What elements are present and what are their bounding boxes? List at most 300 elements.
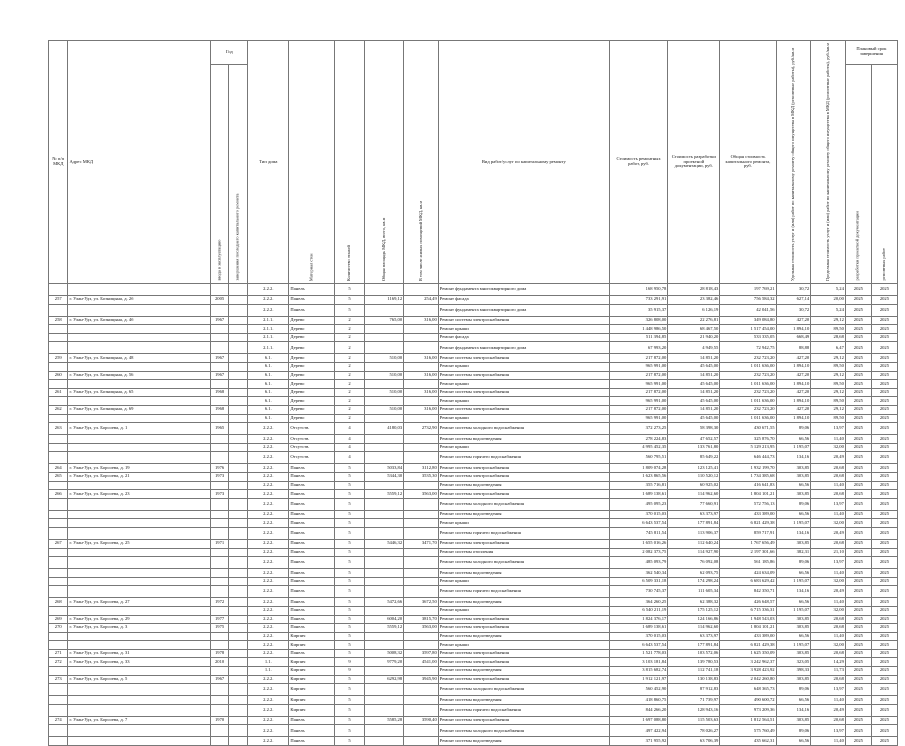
- cell-row-number: 270: [49, 624, 68, 633]
- cell-total-area: [365, 569, 404, 578]
- cell-design-cost: 45 645,00: [668, 397, 720, 406]
- cell-year-repair: [228, 284, 248, 296]
- cell-work-cost: 511 394,85: [609, 333, 667, 342]
- cell-year-repair: [228, 333, 248, 342]
- cell-work-type: Ремонт крыши: [438, 363, 609, 372]
- cell-row-number: [49, 704, 68, 716]
- cell-total-area: 4180,03: [365, 423, 404, 435]
- cell-work-cost: 733 291,91: [609, 296, 667, 305]
- cell-address: г. Улан-Удэ, ул. Борсоева, д. 7: [68, 716, 211, 725]
- cell-work-cost: 3 815 682,74: [609, 667, 667, 676]
- cell-limit-cost: 20,68: [811, 649, 846, 658]
- cell-limit-cost: 20,68: [811, 472, 846, 481]
- cell-house-type: 2.2.2.: [248, 423, 289, 435]
- table-row: [49, 704, 898, 716]
- header-year-commission: ввода в эксплуатацию: [211, 64, 228, 284]
- cell-year-commission: 1970: [211, 716, 228, 725]
- cell-work-cost: 965 991,00: [609, 414, 667, 423]
- cell-house-type: 2.2.2.: [248, 624, 289, 633]
- cell-work-cost: 1 448 986,50: [609, 325, 667, 334]
- cell-limit-cost: 11,40: [811, 510, 846, 519]
- cell-living-area: 316,00: [404, 371, 439, 380]
- header-total-area: Общая площадь МКД, всего, кв.м: [365, 41, 404, 284]
- cell-row-number: 273: [49, 675, 68, 684]
- cell-unit-cost: 303,85: [776, 675, 811, 684]
- cell-living-area: [404, 586, 439, 598]
- cell-row-number: [49, 435, 68, 444]
- cell-address: г. Улан-Удэ, ул. Борсоева, д. 25: [68, 539, 211, 548]
- cell-house-type: 2.2.2.: [248, 725, 289, 737]
- cell-row-number: [49, 684, 68, 696]
- cell-floors: 2: [334, 406, 364, 415]
- cell-limit-cost: 14,29: [811, 658, 846, 667]
- cell-unit-cost: 303,85: [776, 649, 811, 658]
- cell-deadline-design: 2025: [845, 667, 871, 676]
- cell-design-cost: 76 092,08: [668, 557, 720, 569]
- cell-limit-cost: 20,68: [811, 490, 846, 499]
- cell-address: [68, 284, 211, 296]
- header-deadline-design: разработки проектной документации: [845, 64, 871, 284]
- cell-limit-cost: 20,68: [811, 716, 846, 725]
- cell-total-area: [365, 519, 404, 528]
- cell-work-cost: 844 266,20: [609, 704, 667, 716]
- cell-row-number: 257: [49, 296, 68, 305]
- cell-deadline-repair: 2025: [871, 304, 897, 316]
- cell-house-type: 2.2.2.: [248, 490, 289, 499]
- cell-work-cost: 217 872,00: [609, 354, 667, 363]
- cell-design-cost: 174 298,24: [668, 577, 720, 586]
- cell-unit-cost: 1 195,07: [776, 443, 811, 452]
- cell-year-repair: [228, 569, 248, 578]
- cell-house-type: 2.2.2.: [248, 304, 289, 316]
- cell-house-type: 2.2.2.: [248, 675, 289, 684]
- cell-deadline-repair: 2025: [871, 490, 897, 499]
- cell-deadline-design: 2025: [845, 380, 871, 389]
- cell-wall-material: Кирпич: [289, 667, 334, 676]
- cell-work-cost: 1 689 138,61: [609, 490, 667, 499]
- cell-design-cost: 14 851,20: [668, 406, 720, 415]
- cell-floors: 2: [334, 333, 364, 342]
- cell-living-area: [404, 380, 439, 389]
- cell-year-commission: [211, 527, 228, 539]
- cell-total-cost: 232 723,20: [720, 406, 776, 415]
- cell-row-number: 262: [49, 406, 68, 415]
- cell-total-area: [365, 632, 404, 641]
- header-deadline-repair: ремонтных работ: [871, 64, 897, 284]
- cell-living-area: [404, 696, 439, 705]
- cell-wall-material: Панель: [289, 472, 334, 481]
- cell-unit-cost: 627,14: [776, 296, 811, 305]
- cell-unit-cost: 427,20: [776, 388, 811, 397]
- cell-total-cost: 1 625 350,09: [720, 649, 776, 658]
- cell-row-number: 267: [49, 539, 68, 548]
- cell-row-number: [49, 498, 68, 510]
- cell-design-cost: 6 126,19: [668, 304, 720, 316]
- cell-design-cost: 113 906,37: [668, 527, 720, 539]
- cell-total-area: [365, 452, 404, 464]
- cell-design-cost: 71 739,97: [668, 696, 720, 705]
- cell-address: [68, 342, 211, 354]
- cell-address: [68, 569, 211, 578]
- cell-living-area: [404, 704, 439, 716]
- cell-total-area: [365, 725, 404, 737]
- cell-house-type: 2.2.2.: [248, 527, 289, 539]
- cell-total-area: [365, 557, 404, 569]
- cell-row-number: [49, 510, 68, 519]
- cell-year-commission: [211, 510, 228, 519]
- cell-total-cost: 1 011 636,00: [720, 363, 776, 372]
- cell-row-number: 258: [49, 316, 68, 325]
- cell-row-number: [49, 304, 68, 316]
- cell-house-type: 2.2.2.: [248, 296, 289, 305]
- cell-design-cost: 177 891,84: [668, 519, 720, 528]
- cell-floors: 5: [334, 598, 364, 607]
- cell-year-commission: 1967: [211, 675, 228, 684]
- cell-total-area: [365, 667, 404, 676]
- cell-address: [68, 725, 211, 737]
- cell-year-commission: [211, 641, 228, 650]
- cell-total-cost: 232 723,20: [720, 371, 776, 380]
- cell-floors: 5: [334, 684, 364, 696]
- cell-year-commission: [211, 586, 228, 598]
- cell-year-repair: [228, 397, 248, 406]
- cell-wall-material: Кирпич: [289, 704, 334, 716]
- cell-work-cost: 6 540 211,19: [609, 606, 667, 615]
- cell-limit-cost: 20,49: [811, 452, 846, 464]
- cell-work-cost: 560 452,90: [609, 684, 667, 696]
- header-house-type: Тип дома: [248, 41, 289, 284]
- table-row: [49, 342, 898, 354]
- cell-living-area: 316,00: [404, 388, 439, 397]
- cell-work-type: Ремонт крыши: [438, 414, 609, 423]
- cell-wall-material: Панель: [289, 577, 334, 586]
- cell-limit-cost: 13,97: [811, 557, 846, 569]
- cell-deadline-design: 2025: [845, 423, 871, 435]
- cell-design-cost: 115 503,63: [668, 716, 720, 725]
- cell-total-cost: 575 760,49: [720, 725, 776, 737]
- cell-wall-material: Отсутств.: [289, 435, 334, 444]
- cell-total-area: [365, 704, 404, 716]
- cell-work-type: Ремонт системы водоотведения: [438, 569, 609, 578]
- cell-deadline-design: 2025: [845, 716, 871, 725]
- cell-wall-material: Дерево: [289, 388, 334, 397]
- cell-work-cost: 362 540,34: [609, 569, 667, 578]
- cell-house-type: 6.1.: [248, 406, 289, 415]
- cell-work-type: Ремонт системы электроснабжения: [438, 716, 609, 725]
- cell-row-number: [49, 606, 68, 615]
- cell-total-area: [365, 363, 404, 372]
- cell-row-number: [49, 527, 68, 539]
- cell-deadline-repair: 2025: [871, 452, 897, 464]
- cell-deadline-design: 2025: [845, 649, 871, 658]
- cell-work-type: Ремонт системы электроснабжения: [438, 490, 609, 499]
- cell-house-type: 6.1.: [248, 363, 289, 372]
- cell-floors: 5: [334, 481, 364, 490]
- cell-limit-cost: 32,00: [811, 577, 846, 586]
- cell-year-commission: [211, 725, 228, 737]
- cell-year-repair: [228, 586, 248, 598]
- cell-deadline-repair: 2025: [871, 371, 897, 380]
- cell-work-cost: 67 993,20: [609, 342, 667, 354]
- cell-design-cost: 23 382,46: [668, 296, 720, 305]
- cell-living-area: [404, 498, 439, 510]
- cell-work-type: Ремонт системы электроснабжения: [438, 658, 609, 667]
- cell-limit-cost: 11,40: [811, 569, 846, 578]
- cell-total-area: 5559,12: [365, 490, 404, 499]
- cell-total-cost: 430 671,55: [720, 423, 776, 435]
- cell-year-commission: 1978: [211, 649, 228, 658]
- cell-year-commission: 1967: [211, 371, 228, 380]
- cell-unit-cost: 66,56: [776, 598, 811, 607]
- cell-unit-cost: 303,85: [776, 539, 811, 548]
- cell-work-cost: 6 643 537,54: [609, 519, 667, 528]
- cell-unit-cost: 427,20: [776, 371, 811, 380]
- cell-living-area: [404, 435, 439, 444]
- cell-address: г. Улан-Удэ, ул. Борсоева, д. 31: [68, 649, 211, 658]
- cell-design-cost: 112 741,18: [668, 667, 720, 676]
- cell-living-area: [404, 557, 439, 569]
- cell-year-commission: [211, 632, 228, 641]
- cell-address: [68, 414, 211, 423]
- cell-wall-material: Дерево: [289, 316, 334, 325]
- cell-deadline-repair: 2025: [871, 725, 897, 737]
- cell-work-type: Ремонт фасада: [438, 296, 609, 305]
- cell-total-cost: 325 876,70: [720, 435, 776, 444]
- cell-total-area: [365, 737, 404, 746]
- cell-year-commission: [211, 519, 228, 528]
- cell-work-type: Ремонт системы холодного водоснабжения: [438, 498, 609, 510]
- cell-address: г. Улан-Удэ, ул. Борсоева, д. 23: [68, 490, 211, 499]
- cell-year-commission: 1967: [211, 354, 228, 363]
- cell-design-cost: 139 780,53: [668, 658, 720, 667]
- cell-total-area: [365, 481, 404, 490]
- cell-row-number: 263: [49, 423, 68, 435]
- header-year-repair: завершения последнего капитального ремонта: [228, 64, 248, 284]
- cell-work-type: Ремонт крыши: [438, 606, 609, 615]
- cell-deadline-repair: 2025: [871, 598, 897, 607]
- header-design-cost: Стоимость разработки проектной документации, руб.: [668, 41, 720, 284]
- cell-living-area: [404, 641, 439, 650]
- cell-floors: 5: [334, 606, 364, 615]
- cell-wall-material: Дерево: [289, 414, 334, 423]
- cell-deadline-design: 2025: [845, 452, 871, 464]
- table-row: [49, 464, 898, 473]
- cell-floors: 2: [334, 354, 364, 363]
- cell-address: г. Улан-Удэ, ул. Борсоева, д. 29: [68, 615, 211, 624]
- cell-work-cost: 371 955,92: [609, 737, 667, 746]
- cell-work-cost: 745 811,54: [609, 527, 667, 539]
- cell-design-cost: 22 276,81: [668, 316, 720, 325]
- cell-deadline-design: 2025: [845, 342, 871, 354]
- document-page: [48, 40, 898, 746]
- cell-wall-material: Дерево: [289, 354, 334, 363]
- header-address: Адрес МКД: [68, 41, 211, 284]
- cell-total-cost: 232 723,20: [720, 388, 776, 397]
- cell-total-area: 510,00: [365, 406, 404, 415]
- cell-deadline-design: 2025: [845, 333, 871, 342]
- cell-total-area: [365, 304, 404, 316]
- cell-total-cost: 2 197 301,66: [720, 548, 776, 557]
- cell-limit-cost: 13,97: [811, 423, 846, 435]
- cell-total-cost: 6 715 336,31: [720, 606, 776, 615]
- table-row: [49, 333, 898, 342]
- table-row: [49, 615, 898, 624]
- table-row: [49, 667, 898, 676]
- cell-total-cost: 426 648,57: [720, 598, 776, 607]
- cell-unit-cost: 89,06: [776, 684, 811, 696]
- cell-house-type: 2.2.2.: [248, 649, 289, 658]
- cell-wall-material: Панель: [289, 624, 334, 633]
- cell-floors: 4: [334, 452, 364, 464]
- cell-deadline-design: 2025: [845, 388, 871, 397]
- cell-wall-material: Панель: [289, 615, 334, 624]
- cell-work-type: Ремонт системы электроснабжения: [438, 316, 609, 325]
- cell-house-type: 1.1.: [248, 667, 289, 676]
- cell-limit-cost: 29,12: [811, 354, 846, 363]
- cell-floors: 5: [334, 675, 364, 684]
- cell-address: г. Улан-Удэ, ул. Бозницына, д. 2б: [68, 296, 211, 305]
- cell-design-cost: 124 166,86: [668, 615, 720, 624]
- cell-design-cost: 45 645,00: [668, 363, 720, 372]
- cell-wall-material: Панель: [289, 569, 334, 578]
- cell-total-area: [365, 325, 404, 334]
- cell-floors: 5: [334, 510, 364, 519]
- cell-total-cost: 646 444,73: [720, 452, 776, 464]
- cell-deadline-repair: 2025: [871, 649, 897, 658]
- cell-house-type: 6.1.: [248, 397, 289, 406]
- cell-design-cost: 123 125,41: [668, 464, 720, 473]
- cell-total-cost: 756 584,32: [720, 296, 776, 305]
- cell-wall-material: Панель: [289, 716, 334, 725]
- cell-total-area: [365, 333, 404, 342]
- cell-address: [68, 380, 211, 389]
- cell-year-repair: [228, 519, 248, 528]
- cell-unit-cost: 1 894,10: [776, 325, 811, 334]
- cell-work-type: Ремонт системы холодного водоснабжения: [438, 725, 609, 737]
- cell-house-type: 6.1.: [248, 354, 289, 363]
- table-row: [49, 586, 898, 598]
- cell-year-repair: [228, 406, 248, 415]
- cell-total-area: [365, 548, 404, 557]
- cell-work-type: Ремонт системы электроснабжения: [438, 649, 609, 658]
- cell-deadline-design: 2025: [845, 371, 871, 380]
- cell-floors: 5: [334, 737, 364, 746]
- cell-wall-material: Кирпич: [289, 641, 334, 650]
- cell-work-type: Ремонт системы электроснабжения: [438, 675, 609, 684]
- cell-limit-cost: 21,10: [811, 548, 846, 557]
- table-row: [49, 548, 898, 557]
- cell-wall-material: Отсутств.: [289, 443, 334, 452]
- cell-row-number: [49, 577, 68, 586]
- cell-unit-cost: 1 195,07: [776, 519, 811, 528]
- cell-deadline-repair: 2025: [871, 577, 897, 586]
- cell-living-area: [404, 527, 439, 539]
- cell-living-area: [404, 414, 439, 423]
- cell-year-commission: 2010: [211, 658, 228, 667]
- cell-year-repair: [228, 704, 248, 716]
- cell-wall-material: Панель: [289, 519, 334, 528]
- cell-unit-cost: 88,88: [776, 342, 811, 354]
- cell-year-repair: [228, 557, 248, 569]
- cell-living-area: 4541,00: [404, 658, 439, 667]
- cell-wall-material: Панель: [289, 464, 334, 473]
- cell-living-area: 3672,50: [404, 598, 439, 607]
- cell-limit-cost: 20,68: [811, 615, 846, 624]
- cell-design-cost: 58 398,30: [668, 423, 720, 435]
- cell-year-repair: [228, 304, 248, 316]
- cell-deadline-repair: 2025: [871, 684, 897, 696]
- cell-wall-material: Панель: [289, 598, 334, 607]
- cell-year-repair: [228, 658, 248, 667]
- cell-address: [68, 548, 211, 557]
- cell-address: г. Улан-Удэ, ул. Борсоева, д. 1: [68, 423, 211, 435]
- cell-unit-cost: 134,16: [776, 704, 811, 716]
- cell-house-type: 2.1.1.: [248, 325, 289, 334]
- cell-row-number: [49, 519, 68, 528]
- cell-deadline-design: 2025: [845, 435, 871, 444]
- cell-deadline-repair: 2025: [871, 510, 897, 519]
- cell-wall-material: Панель: [289, 649, 334, 658]
- cell-unit-cost: 427,20: [776, 354, 811, 363]
- cell-wall-material: Кирпич: [289, 684, 334, 696]
- table-row: [49, 577, 898, 586]
- cell-address: [68, 632, 211, 641]
- cell-deadline-design: 2025: [845, 606, 871, 615]
- table-row: [49, 641, 898, 650]
- cell-unit-cost: 668,49: [776, 333, 811, 342]
- table-row: [49, 388, 898, 397]
- cell-year-commission: [211, 363, 228, 372]
- cell-year-commission: 1968: [211, 388, 228, 397]
- cell-deadline-repair: 2025: [871, 539, 897, 548]
- cell-house-type: 2.1.1.: [248, 316, 289, 325]
- cell-work-type: Ремонт системы электроснабжения: [438, 472, 609, 481]
- cell-house-type: 2.2.2.: [248, 548, 289, 557]
- cell-house-type: 2.2.2.: [248, 510, 289, 519]
- cell-total-area: 9779,20: [365, 658, 404, 667]
- cell-unit-cost: 1 894,10: [776, 414, 811, 423]
- cell-work-cost: 278 224,83: [609, 435, 667, 444]
- cell-year-repair: [228, 527, 248, 539]
- cell-deadline-repair: 2025: [871, 380, 897, 389]
- cell-deadline-repair: 2025: [871, 527, 897, 539]
- cell-row-number: [49, 452, 68, 464]
- cell-floors: 5: [334, 632, 364, 641]
- cell-design-cost: 45 645,00: [668, 380, 720, 389]
- cell-design-cost: 114 927,90: [668, 548, 720, 557]
- cell-deadline-design: 2025: [845, 557, 871, 569]
- cell-work-type: Ремонт системы электроснабжения: [438, 539, 609, 548]
- cell-house-type: 2.2.2.: [248, 435, 289, 444]
- table-row: [49, 452, 898, 464]
- cell-total-area: 1169,12: [365, 296, 404, 305]
- header-wall-material: Материал стен: [289, 41, 334, 284]
- cell-living-area: 316,00: [404, 354, 439, 363]
- cell-unit-cost: 1 195,07: [776, 606, 811, 615]
- cell-limit-cost: 28,68: [811, 333, 846, 342]
- cell-total-cost: 1 734 385,68: [720, 472, 776, 481]
- cell-row-number: 265: [49, 472, 68, 481]
- cell-address: [68, 304, 211, 316]
- cell-wall-material: Отсутств.: [289, 423, 334, 435]
- cell-house-type: 2.2.2.: [248, 284, 289, 296]
- cell-year-repair: [228, 380, 248, 389]
- cell-deadline-design: 2025: [845, 481, 871, 490]
- cell-deadline-repair: 2025: [871, 472, 897, 481]
- cell-design-cost: 77 660,91: [668, 498, 720, 510]
- cell-total-cost: 1 932 199,70: [720, 464, 776, 473]
- cell-design-cost: 63 373,97: [668, 632, 720, 641]
